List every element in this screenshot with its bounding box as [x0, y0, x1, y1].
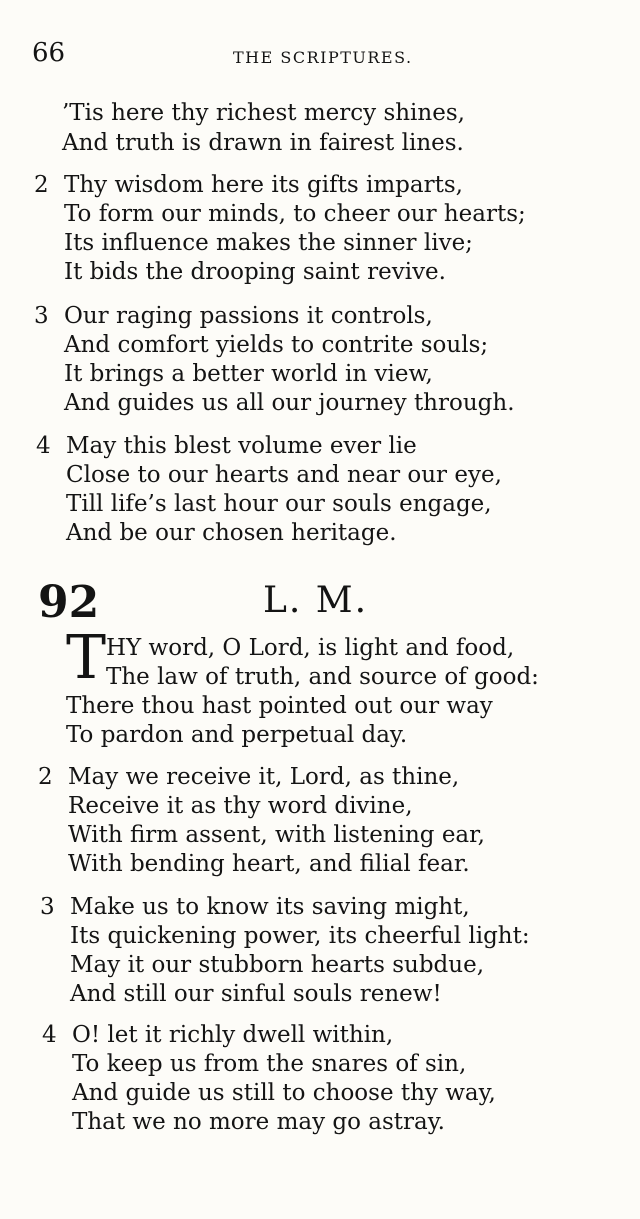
verse-line: To keep us from the snares of sin,: [72, 1051, 467, 1077]
verse-line: Till life’s last hour our souls engage,: [66, 491, 492, 517]
verse-line: And be our chosen heritage.: [66, 520, 397, 546]
verse-line: O! let it richly dwell within,: [72, 1022, 394, 1048]
drop-cap: T: [66, 623, 107, 693]
verse-line: Our raging passions it controls,: [64, 303, 433, 329]
verse-number: 2: [38, 764, 53, 790]
verse-line: May we receive it, Lord, as thine,: [68, 764, 460, 790]
verse-line: Thy wisdom here its gifts imparts,: [64, 172, 463, 198]
verse-line: And guides us all our journey through.: [64, 390, 515, 416]
verse-line: And truth is drawn in fairest lines.: [62, 130, 464, 156]
verse-line: And still our sinful souls renew!: [70, 981, 442, 1007]
verse-line: To form our minds, to cheer our hearts;: [64, 201, 526, 227]
verse-line: And guide us still to choose thy way,: [72, 1080, 496, 1106]
verse-line: HY word, O Lord, is light and food,: [106, 635, 515, 661]
hymn-number: 92: [38, 577, 100, 628]
verse-line: Its quickening power, its cheerful light:: [70, 923, 530, 949]
verse-line: There thou hast pointed out our way: [66, 693, 493, 719]
verse-number: 4: [36, 433, 51, 459]
verse-number: 3: [34, 303, 49, 329]
verse-line: Make us to know its saving might,: [70, 894, 470, 920]
verse-line: May it our stubborn hearts subdue,: [70, 952, 484, 978]
verse-line: Close to our hearts and near our eye,: [66, 462, 502, 488]
verse-line: That we no more may go astray.: [72, 1109, 445, 1135]
verse-line: It brings a better world in view,: [64, 361, 433, 387]
verse-line: ’Tis here thy richest mercy shines,: [62, 100, 465, 126]
verse-line: Its influence makes the sinner live;: [64, 230, 473, 256]
verse-line: With firm assent, with listening ear,: [68, 822, 485, 848]
hymn-meter: L. M.: [263, 580, 369, 621]
verse-line: To pardon and perpetual day.: [66, 722, 408, 748]
running-title: THE SCRIPTURES.: [233, 48, 413, 67]
verse-number: 2: [34, 172, 49, 198]
verse-line: The law of truth, and source of good:: [106, 664, 539, 690]
page-header: [28, 38, 618, 72]
verse-number: 4: [42, 1022, 57, 1048]
verse-line: With bending heart, and filial fear.: [68, 851, 470, 877]
verse-number: 3: [40, 894, 55, 920]
page-number: 66: [32, 38, 66, 68]
verse-line: It bids the drooping saint revive.: [64, 259, 446, 285]
verse-line: Receive it as thy word divine,: [68, 793, 413, 819]
verse-line: And comfort yields to contrite souls;: [64, 332, 489, 358]
verse-line: May this blest volume ever lie: [66, 433, 417, 459]
